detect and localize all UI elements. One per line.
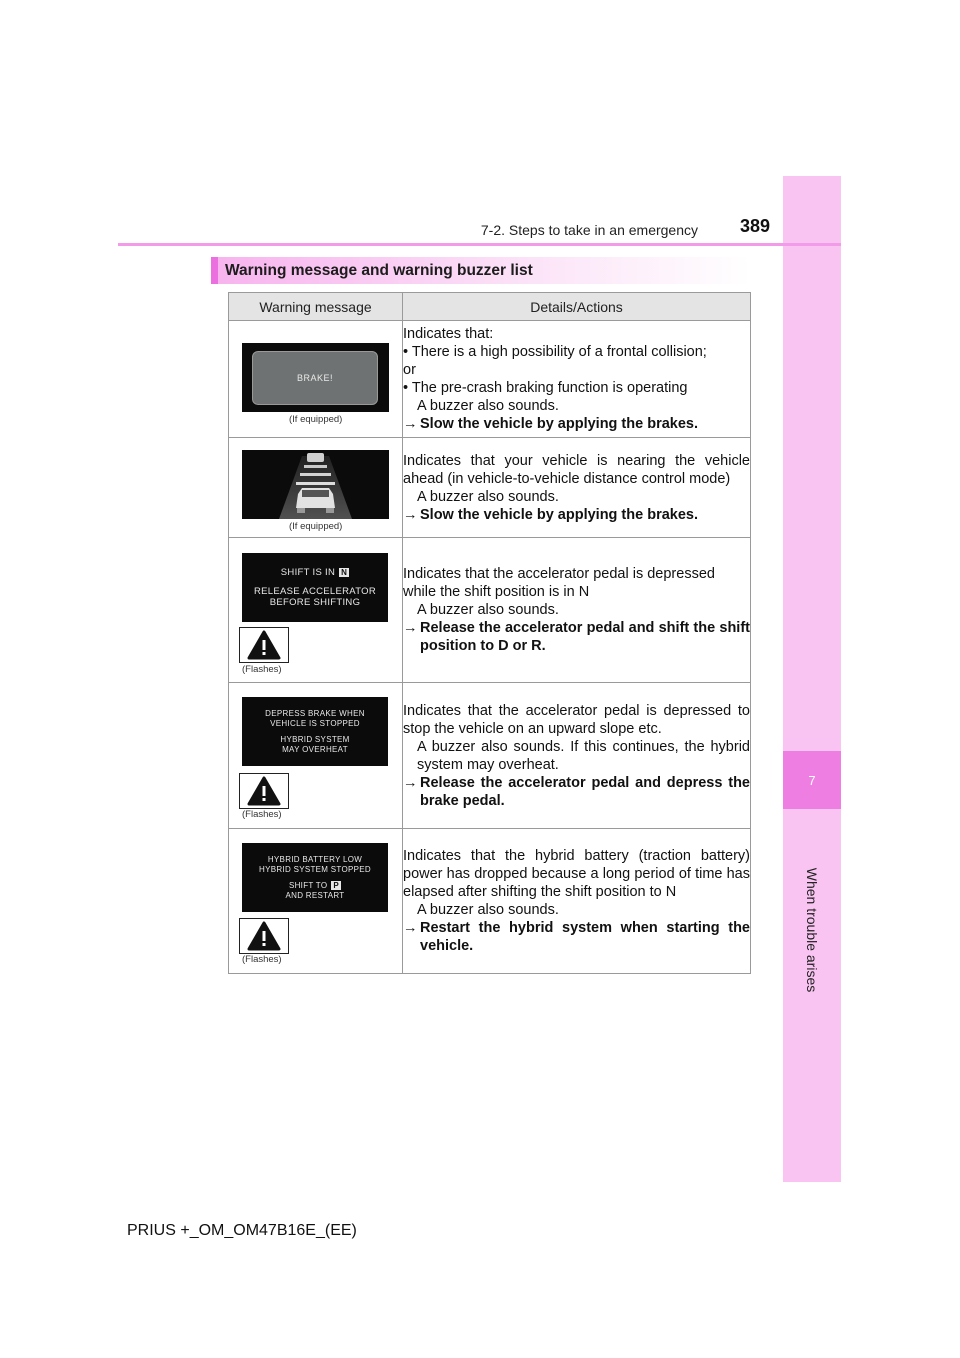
warning-image-cell [229, 683, 403, 829]
column-header-warning-message: Warning message [229, 293, 403, 321]
chapter-number: 7 [783, 751, 841, 809]
action-text: Slow the vehicle by applying the brakes. [420, 506, 698, 523]
details-text: Indicates that the accelerator pedal is depressed while the shift position is in N [403, 566, 715, 600]
banner-accent-bar [211, 257, 218, 284]
gear-badge: N [341, 567, 348, 577]
details-text: Indicates that the hybrid battery (traction battery) power has dropped because a long period of time has elapsed after shifting the shift position to N [403, 848, 750, 900]
buzzer-note: A buzzer also sounds. [417, 902, 559, 918]
details-intro: Indicates that: [403, 326, 494, 342]
image-caption: (Flashes) [242, 664, 282, 675]
action-text: Restart the hybrid system when starting the vehicle. [420, 920, 750, 954]
details-text: Indicates that your vehicle is nearing the vehicle ahead (in vehicle-to-vehicle distance control mode) [403, 452, 750, 487]
screen-line: RELEASE ACCELERATOR [253, 586, 377, 597]
chapter-side-tab [783, 176, 841, 1182]
warning-image-cell [229, 829, 403, 974]
column-header-details-actions: Details/Actions [403, 293, 751, 321]
screen-line: AND RESTART [285, 890, 345, 900]
action-instruction [403, 774, 750, 810]
action-instruction [403, 415, 750, 433]
table-row [229, 683, 751, 829]
arrow-icon: → [403, 920, 418, 936]
brake-warning-message: BRAKE! [252, 351, 378, 405]
screen-line: SHIFT TO [288, 880, 328, 890]
page-number: 389 [740, 216, 771, 236]
vehicle-ahead-screen [242, 450, 389, 519]
details-text: Indicates that the accelerator pedal is depressed to stop the vehicle on an upward slope etc. [403, 702, 750, 737]
buzzer-note: A buzzer also sounds. If this continues, the hybrid system may overheat. [417, 738, 750, 773]
screen-line: HYBRID SYSTEM STOPPED [259, 864, 371, 874]
warning-image-cell [229, 538, 403, 683]
action-instruction [403, 619, 750, 655]
image-caption: (Flashes) [242, 809, 282, 820]
table-row [229, 829, 751, 974]
image-caption: (Flashes) [242, 954, 282, 965]
chapter-title: When trouble arises [804, 867, 820, 993]
warning-image-cell [229, 438, 403, 538]
battery-low-warning-screen [242, 843, 388, 912]
action-text: Slow the vehicle by applying the brakes. [420, 416, 698, 432]
table-row [229, 321, 751, 438]
arrow-icon: → [403, 506, 418, 523]
screen-line: HYBRID SYSTEM [280, 734, 350, 744]
screen-line: MAY OVERHEAT [282, 744, 348, 754]
details-or: or [403, 362, 416, 378]
table-row [229, 538, 751, 683]
document-id: PRIUS +_OM_OM47B16E_(EE) [127, 1222, 357, 1239]
details-cell [403, 683, 751, 829]
caution-triangle-icon [239, 918, 289, 954]
screen-line: BEFORE SHIFTING [269, 597, 361, 608]
image-caption: (If equipped) [289, 521, 343, 532]
approaching-vehicle-icon [242, 450, 389, 519]
table-row [229, 438, 751, 538]
header-divider [118, 243, 841, 246]
details-cell [403, 829, 751, 974]
arrow-icon: → [403, 416, 418, 432]
arrow-icon: → [403, 620, 418, 636]
details-bullet: • There is a high possibility of a frontal collision; [403, 344, 707, 360]
screen-line: HYBRID BATTERY LOW [267, 854, 363, 864]
screen-line: SHIFT IS IN [280, 567, 336, 578]
section-banner [211, 257, 750, 284]
buzzer-note: A buzzer also sounds. [417, 398, 559, 414]
warning-image-cell [229, 321, 403, 438]
details-cell [403, 321, 751, 438]
screen-line: VEHICLE IS STOPPED [270, 718, 360, 728]
brake-hold-warning-screen [242, 697, 388, 766]
action-text: Release the accelerator pedal and depress the brake pedal. [420, 774, 750, 809]
action-text: Release the accelerator pedal and shift the shift position to D or R. [420, 620, 750, 654]
gear-badge: P [333, 880, 340, 890]
screen-line: DEPRESS BRAKE WHEN [265, 708, 365, 718]
section-title: 7-2. Steps to take in an emergency [480, 222, 698, 238]
shift-warning-screen [242, 553, 388, 622]
image-caption: (If equipped) [289, 414, 343, 425]
banner-title: Warning message and warning buzzer list [225, 262, 533, 279]
buzzer-note: A buzzer also sounds. [417, 488, 559, 505]
arrow-icon: → [403, 774, 418, 791]
caution-triangle-icon [239, 773, 289, 809]
brake-warning-screen [242, 343, 389, 412]
details-cell [403, 538, 751, 683]
caution-triangle-icon [239, 627, 289, 663]
details-bullet: • The pre-crash braking function is operating [403, 380, 688, 396]
warning-message-table [228, 292, 751, 974]
table-header-row [229, 293, 751, 321]
buzzer-note: A buzzer also sounds. [417, 602, 559, 618]
action-instruction [403, 919, 750, 955]
details-cell [403, 438, 751, 538]
action-instruction [403, 506, 750, 524]
